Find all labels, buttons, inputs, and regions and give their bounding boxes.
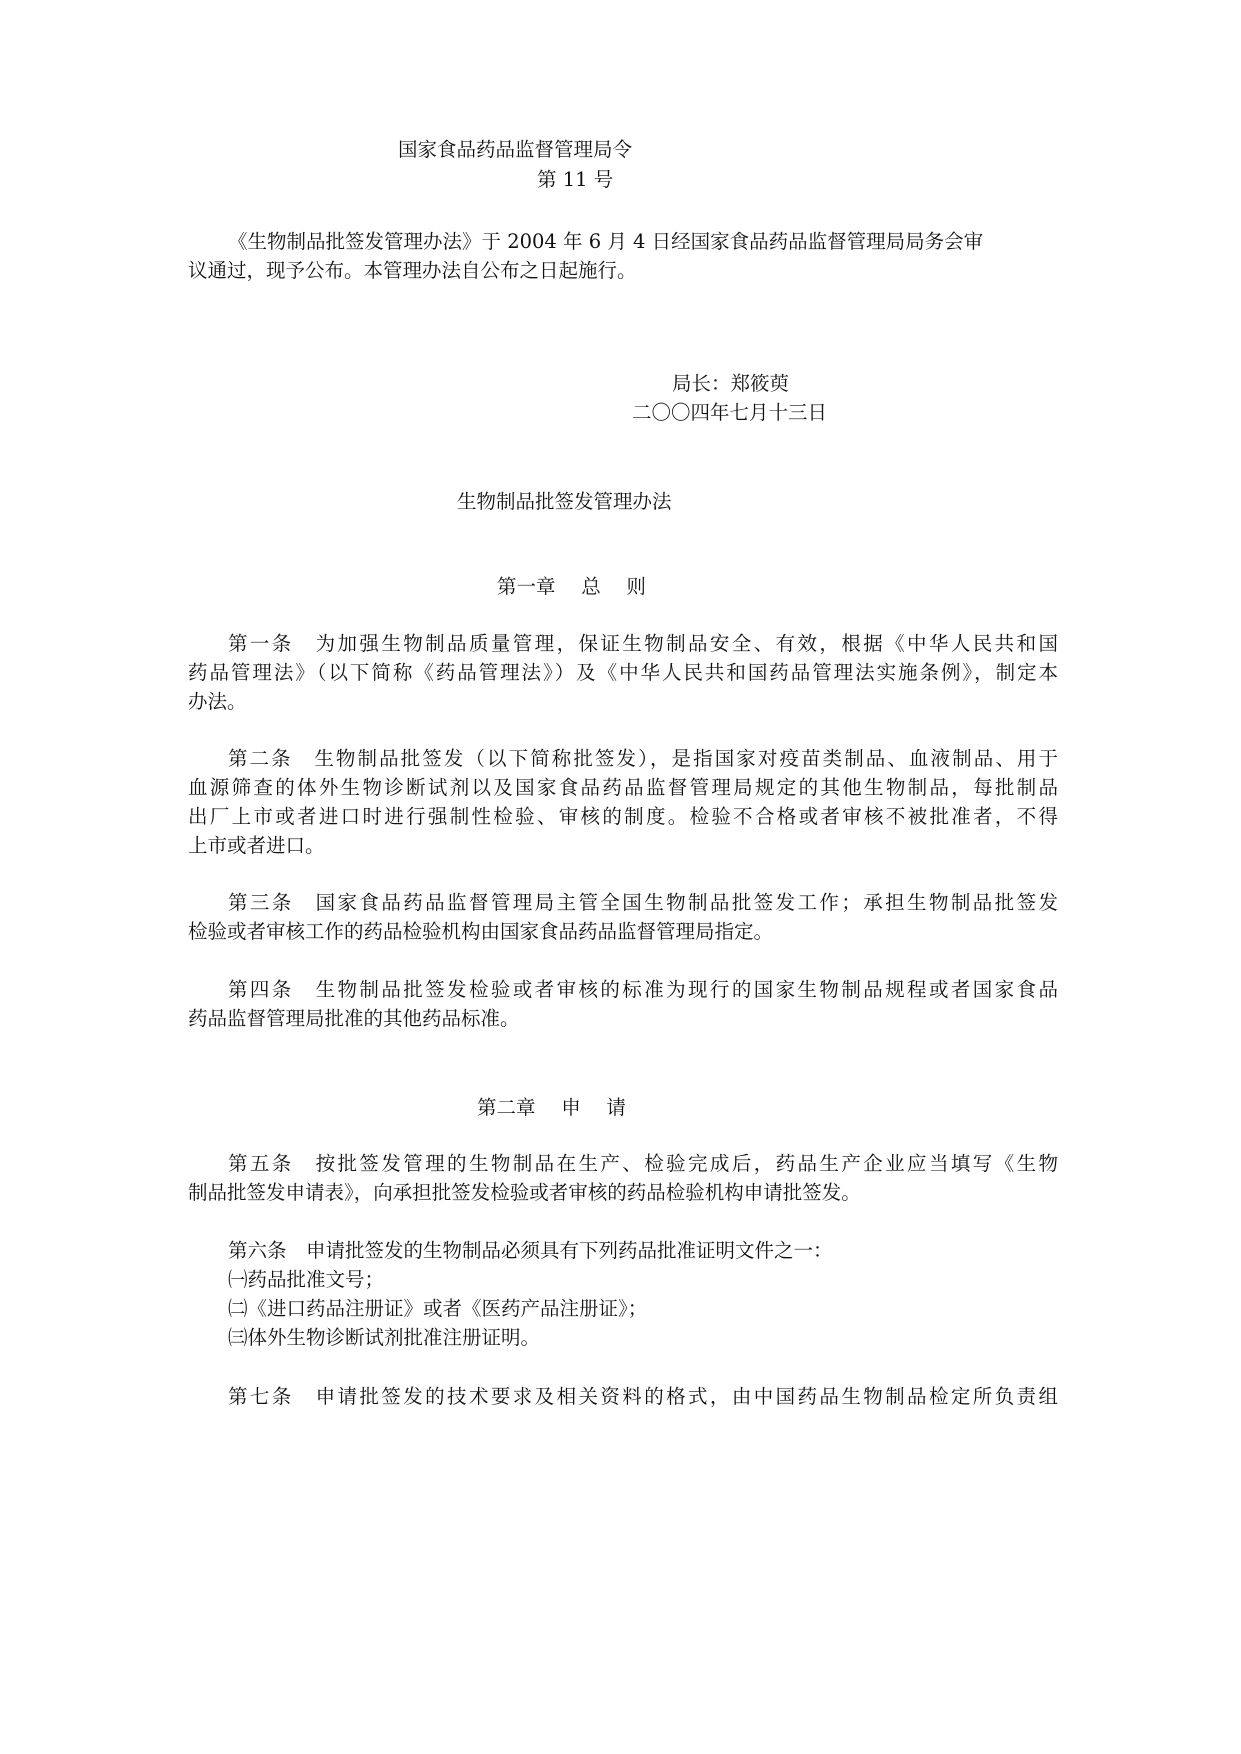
article-2-line-1: 第二条 生物制品批签发（以下简称批签发），是指国家对疫苗类制品、血液制品、用于 — [228, 747, 1058, 770]
signature-date: 二〇〇四年七月十三日 — [632, 401, 828, 424]
article-7-line-1: 第七条 申请批签发的技术要求及相关资料的格式，由中国药品生物制品检定所负责组 — [228, 1385, 1058, 1408]
order-title: 国家食品药品监督管理局令 — [398, 138, 633, 161]
article-6-line-1: 第六条 申请批签发的生物制品必须具有下列药品批准证明文件之一： — [228, 1239, 833, 1262]
chapter-1-title: 第一章 总 则 — [497, 575, 646, 598]
article-3-line-1: 第三条 国家食品药品监督管理局主管全国生物制品批签发工作；承担生物制品批签发 — [228, 891, 1058, 914]
article-6-item-1: ㈠药品批准文号； — [228, 1268, 385, 1291]
document-title: 生物制品批签发管理办法 — [457, 490, 672, 513]
article-2-line-4: 上市或者进口。 — [188, 834, 325, 857]
article-4-line-1: 第四条 生物制品批签发检验或者审核的标准为现行的国家生物制品规程或者国家食品 — [228, 978, 1058, 1001]
order-number: 第 11 号 — [537, 168, 614, 191]
article-6-item-3: ㈢体外生物诊断试剂批准注册证明。 — [228, 1326, 541, 1349]
article-2-line-3: 出厂上市或者进口时进行强制性检验、审核的制度。检验不合格或者审核不被批准者，不得 — [188, 805, 1058, 828]
article-1-line-1: 第一条 为加强生物制品质量管理，保证生物制品安全、有效，根据《中华人民共和国 — [228, 632, 1058, 655]
announcement-line-2: 议通过，现予公布。本管理办法自公布之日起施行。 — [188, 259, 637, 282]
article-3-line-2: 检验或者审核工作的药品检验机构由国家食品药品监督管理局指定。 — [188, 920, 774, 943]
article-4-line-2: 药品监督管理局批准的其他药品标准。 — [188, 1007, 520, 1030]
announcement-line-1: 《生物制品批签发管理办法》于 2004 年 6 月 4 日经国家食品药品监督管理局局务会审 — [228, 230, 984, 253]
article-1-line-2: 药品管理法》（以下简称《药品管理法》）及《中华人民共和国药品管理法实施条例》，制定本 — [188, 661, 1058, 684]
article-6-item-2: ㈡《进口药品注册证》或者《医药产品注册证》； — [228, 1297, 648, 1320]
article-5-line-1: 第五条 按批签发管理的生物制品在生产、检验完成后，药品生产企业应当填写《生物 — [228, 1152, 1058, 1175]
chapter-2-title: 第二章 申 请 — [477, 1096, 626, 1119]
article-1-line-3: 办法。 — [188, 690, 247, 713]
article-5-line-2: 制品批签发申请表》，向承担批签发检验或者审核的药品检验机构申请批签发。 — [188, 1181, 861, 1204]
director-signature: 局长：郑筱萸 — [672, 372, 790, 395]
article-2-line-2: 血源筛查的体外生物诊断试剂以及国家食品药品监督管理局规定的其他生物制品，每批制品 — [188, 776, 1058, 799]
